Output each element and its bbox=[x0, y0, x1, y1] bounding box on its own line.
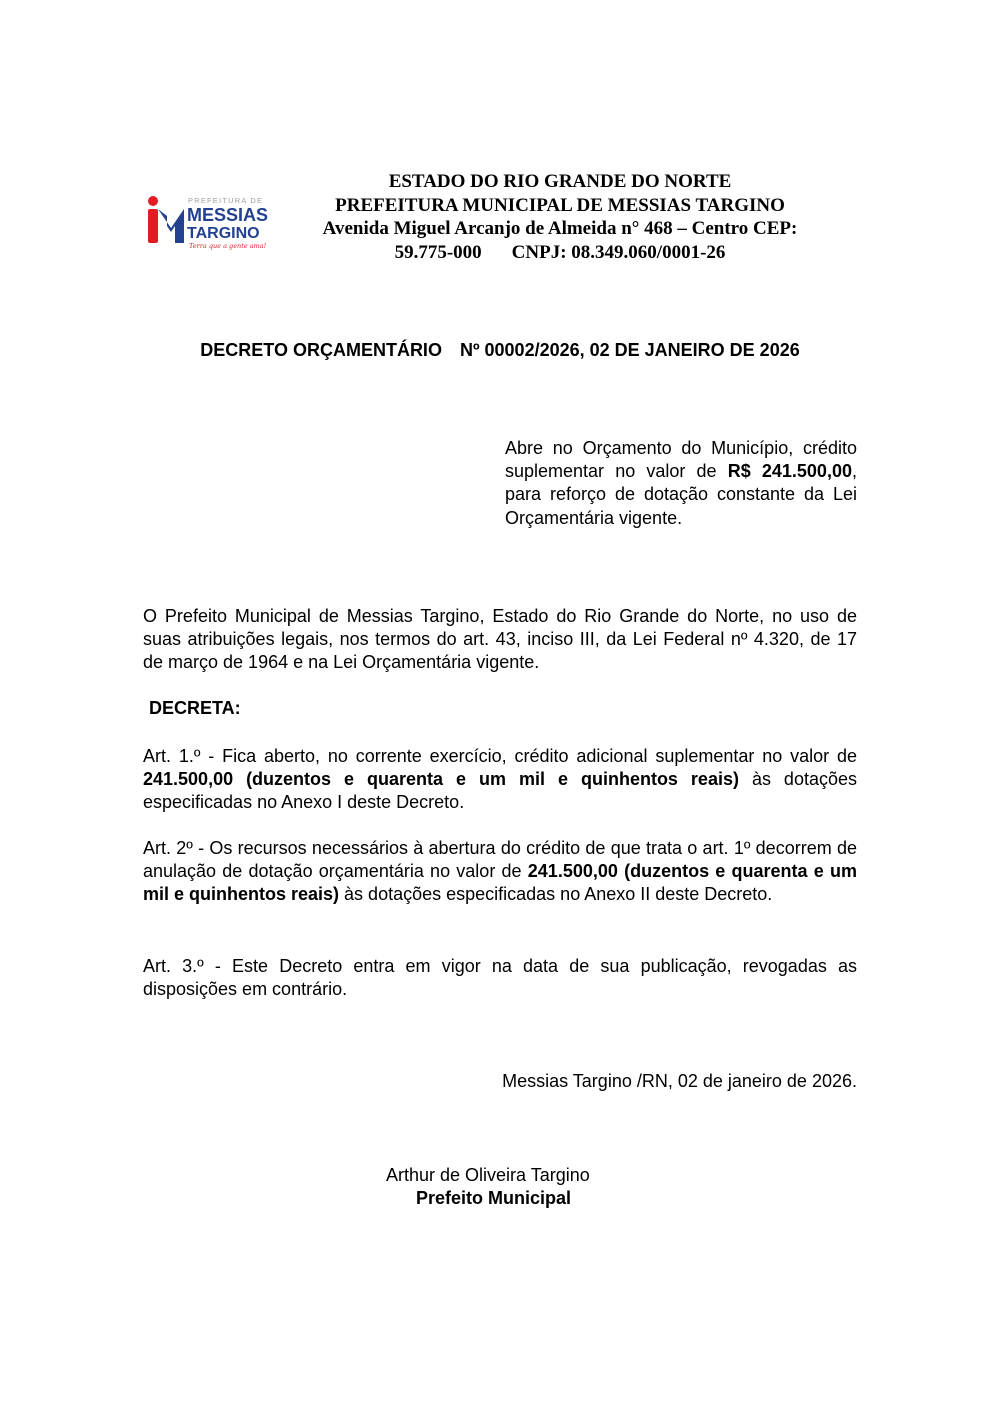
header-state: ESTADO DO RIO GRANDE DO NORTE bbox=[388, 171, 732, 192]
prefeitura-logo-icon bbox=[143, 188, 283, 250]
article-1 bbox=[143, 745, 857, 815]
summary-text-2: , para reforço de dotação constante da Lei Orçamentária vigente. bbox=[505, 461, 857, 528]
summary-value: R$ 241.500,00 bbox=[727, 461, 852, 482]
article-2-bold: 241.500,00 (duzentos e quarenta e um mil e quinhentos reais) bbox=[143, 861, 857, 905]
article-1-text-2: às dotações especificadas no Anexo I deste Decreto. bbox=[143, 769, 857, 813]
signature-role: Prefeito Municipal bbox=[416, 1188, 572, 1208]
article-1-bold: 241.500,00 (duzentos e quarenta e um mil e quinhentos reais) bbox=[143, 769, 739, 790]
decree-title-type: DECRETO ORÇAMENTÁRIO bbox=[200, 340, 442, 360]
decreta-heading: DECRETA: bbox=[149, 698, 241, 718]
article-2-text-1: Art. 2º - Os recursos necessários à abertura do crédito de que trata o art. 1º decorrem de anulação de dotação orçamentária no valor de bbox=[143, 838, 857, 882]
decree-title-number: Nº 00002/2026, 02 DE JANEIRO DE 2026 bbox=[459, 340, 800, 360]
header-address: Avenida Miguel Arcanjo de Almeida n° 468 – Centro CEP: bbox=[322, 218, 798, 239]
logo-name-1: MESSIAS bbox=[187, 205, 269, 225]
logo-dot-icon bbox=[148, 196, 158, 206]
article-2-text-2: às dotações especificadas no Anexo II deste Decreto. bbox=[339, 884, 773, 905]
preamble-paragraph: O Prefeito Municipal de Messias Targino, Estado do Rio Grande do Norte, no uso de suas atribuições legais, nos termos do art. 43, inciso III, da Lei Federal nº 4.320, de 17 de março de 1964 e na Lei Orçamentária vigente. bbox=[143, 606, 857, 673]
article-2 bbox=[143, 837, 857, 907]
header-prefeitura: PREFEITURA MUNICIPAL DE MESSIAS TARGINO bbox=[335, 194, 785, 216]
article-3: Art. 3.º - Este Decreto entra em vigor na data de sua publicação, revogadas as disposições em contrário. bbox=[143, 956, 857, 1000]
header-cep: 59.775-000 bbox=[394, 241, 482, 263]
place-date: Messias Targino /RN, 02 de janeiro de 2026. bbox=[502, 1071, 857, 1091]
article-1-text-1: Art. 1.º - Fica aberto, no corrente exercício, crédito adicional suplementar no valor de bbox=[143, 746, 857, 766]
decree-title bbox=[143, 337, 857, 363]
header-cnpj: CNPJ: 08.349.060/0001-26 bbox=[511, 241, 726, 263]
logo-bar-left-icon bbox=[148, 209, 158, 243]
decree-summary bbox=[505, 437, 857, 530]
logo-prefix: PREFEITURA DE bbox=[188, 196, 264, 205]
logo-name-2: TARGINO bbox=[187, 225, 260, 242]
summary-text-1: Abre no Orçamento do Município, crédito suplementar no valor de bbox=[505, 438, 857, 482]
prefeitura-logo bbox=[143, 188, 283, 250]
logo-slogan: Terra que a gente ama! bbox=[189, 242, 267, 250]
header-cep-cnpj bbox=[290, 241, 830, 265]
logo-m-shape-icon bbox=[158, 209, 184, 243]
letterhead bbox=[290, 170, 830, 264]
signature-name: Arthur de Oliveira Targino bbox=[386, 1165, 590, 1185]
